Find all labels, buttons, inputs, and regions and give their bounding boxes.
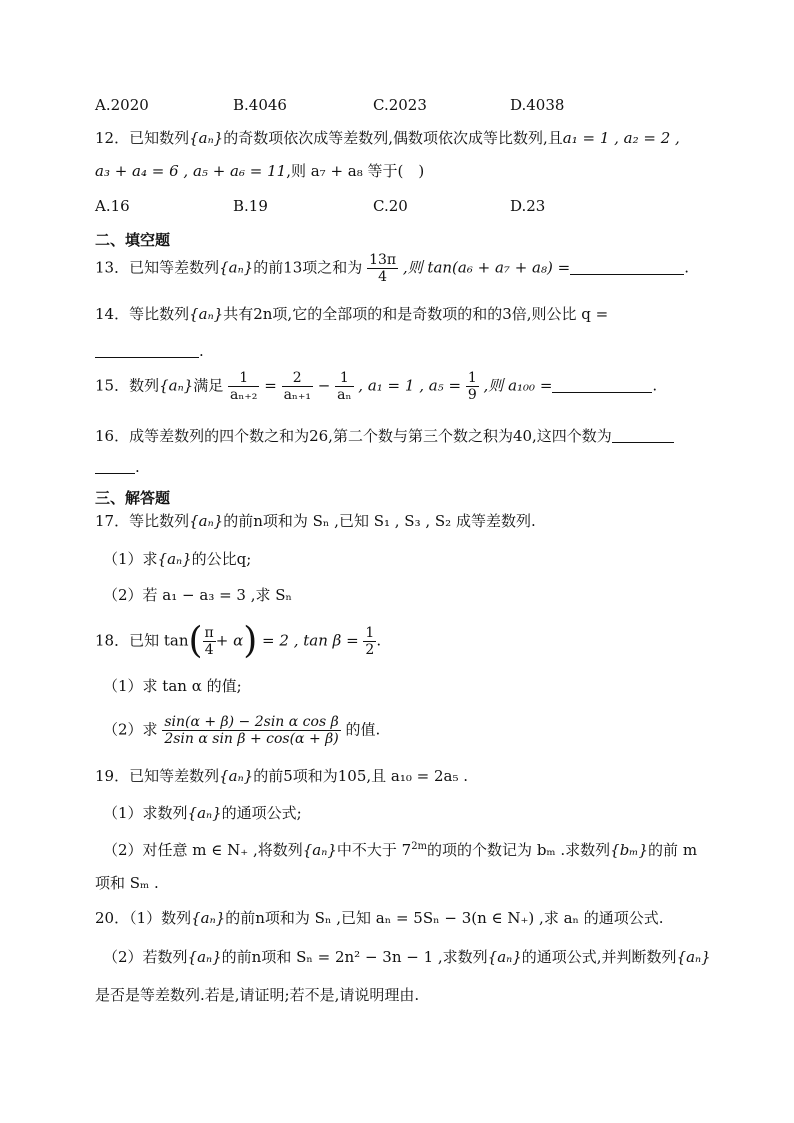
section-answer-heading: 三、解答题 bbox=[95, 489, 171, 507]
q12-line1: 12．已知数列{aₙ}的奇数项依次成等差数列,偶数项依次成等比数列,且a₁ = 1 , a₂ = 2 , bbox=[95, 129, 680, 147]
q15-fraction-2: $\frac{2}{\text{aₙ₊₁}}$ bbox=[283, 370, 311, 403]
section-fill-in-heading: 二、填空题 bbox=[95, 231, 171, 249]
q18-pi-fraction: $\frac{\pi}{4}$ bbox=[204, 625, 214, 658]
q16-answer-blank-2[interactable] bbox=[95, 459, 135, 474]
q20-part2: （2）若数列{aₙ}的前n项和 Sₙ = 2n² − 3n − 1 ,求数列{aₙ}的通项公式,并判断数列{aₙ} bbox=[103, 948, 711, 966]
q18: 18．已知 tan( $\frac{\pi}{4}$ + α) = 2 , tan β = $\frac{1}{2}$ . bbox=[95, 620, 382, 662]
q17-part2: （2）若 a₁ − a₃ = 3 ,求 Sₙ bbox=[103, 586, 293, 604]
q15: 15．数列{aₙ}满足 $\frac{1}{\text{aₙ₊₂}}$ = $\frac{2}{\text{aₙ₊₁}}$ − $\frac{1}{\text{aₙ}}$ , a₁ = 1 , a₅ = $\frac{1}{9}$ ,则 a₁₀₀ = . bbox=[95, 370, 658, 403]
q11-option-a: A.2020 bbox=[95, 96, 149, 114]
q15-answer-blank[interactable] bbox=[552, 378, 652, 393]
q18-beta-fraction: $\frac{1}{2}$ bbox=[365, 625, 375, 658]
q13-fraction: $\frac{13\pi}{4}$ bbox=[369, 252, 397, 285]
q14-answer-line: . bbox=[95, 340, 204, 362]
q12-option-d: D.23 bbox=[510, 197, 546, 215]
q12-option-c: C.20 bbox=[373, 197, 408, 215]
q12-option-b: B.19 bbox=[233, 197, 268, 215]
q11-option-c: C.2023 bbox=[373, 96, 427, 114]
q18-part1: （1）求 tan α 的值; bbox=[103, 677, 242, 695]
q19: 19．已知等差数列{aₙ}的前5项和为105,且 a₁₀ = 2a₅ . bbox=[95, 767, 469, 785]
q13-answer-blank[interactable] bbox=[570, 260, 684, 275]
q13: 13．已知等差数列{aₙ}的前13项之和为 $\frac{13\pi}{4}$ ,则 tan(a₆ + a₇ + a₈) = . bbox=[95, 252, 689, 285]
q20-part2-cont: 是否是等差数列.若是,请证明;若不是,请说明理由. bbox=[95, 986, 420, 1004]
q19-part2-cont: 项和 Sₘ . bbox=[95, 874, 159, 892]
q16-answer-blank[interactable] bbox=[612, 428, 674, 443]
q11-option-b: B.4046 bbox=[233, 96, 287, 114]
q16-answer-line: . bbox=[95, 456, 140, 478]
q16: 16．成等差数列的四个数之和为26,第二个数与第三个数之积为40,这四个数为 bbox=[95, 425, 674, 447]
q19-part2: （2）对任意 m ∈ N₊ ,将数列{aₙ}中不大于 $7^{2m}$的项的个数记为 bₘ .求数列{bₘ}的前 m bbox=[103, 841, 698, 859]
q12-line2: a₃ + a₄ = 6 , a₅ + a₆ = 11,则 a₇ + a₈ 等于( ) bbox=[95, 162, 425, 180]
q14: 14．等比数列{aₙ}共有2n项,它的全部项的和是奇数项的和的3倍,则公比 q = bbox=[95, 305, 609, 323]
q19-part1: （1）求数列{aₙ}的通项公式; bbox=[103, 804, 302, 822]
q15-fraction-1: $\frac{1}{\text{aₙ₊₂}}$ bbox=[230, 370, 258, 403]
q18-expression-fraction: $\frac{\text{sin(α + β) − 2sin α cos β}}{\text{2sin α sin β + cos(α + β)}}$ bbox=[164, 714, 339, 747]
q17-part1: （1）求{aₙ}的公比q; bbox=[103, 550, 252, 568]
q14-answer-blank[interactable] bbox=[95, 343, 199, 358]
q18-part2: （2）求 $\frac{\text{sin(α + β) − 2sin α cos β}}{\text{2sin α sin β + cos(α + β)}}$ 的值. bbox=[103, 714, 381, 747]
q15-fraction-4: $\frac{1}{9}$ bbox=[467, 370, 477, 403]
q20-part1: 20．（1）数列{aₙ}的前n项和为 Sₙ ,已知 aₙ = 5Sₙ − 3(n ∈ N₊) ,求 aₙ 的通项公式. bbox=[95, 909, 664, 927]
q11-option-d: D.4038 bbox=[510, 96, 565, 114]
q15-fraction-3: $\frac{1}{\text{aₙ}}$ bbox=[337, 370, 352, 403]
q12-option-a: A.16 bbox=[95, 197, 130, 215]
q17: 17．等比数列{aₙ}的前n项和为 Sₙ ,已知 S₁ , S₃ , S₂ 成等差数列. bbox=[95, 512, 536, 530]
